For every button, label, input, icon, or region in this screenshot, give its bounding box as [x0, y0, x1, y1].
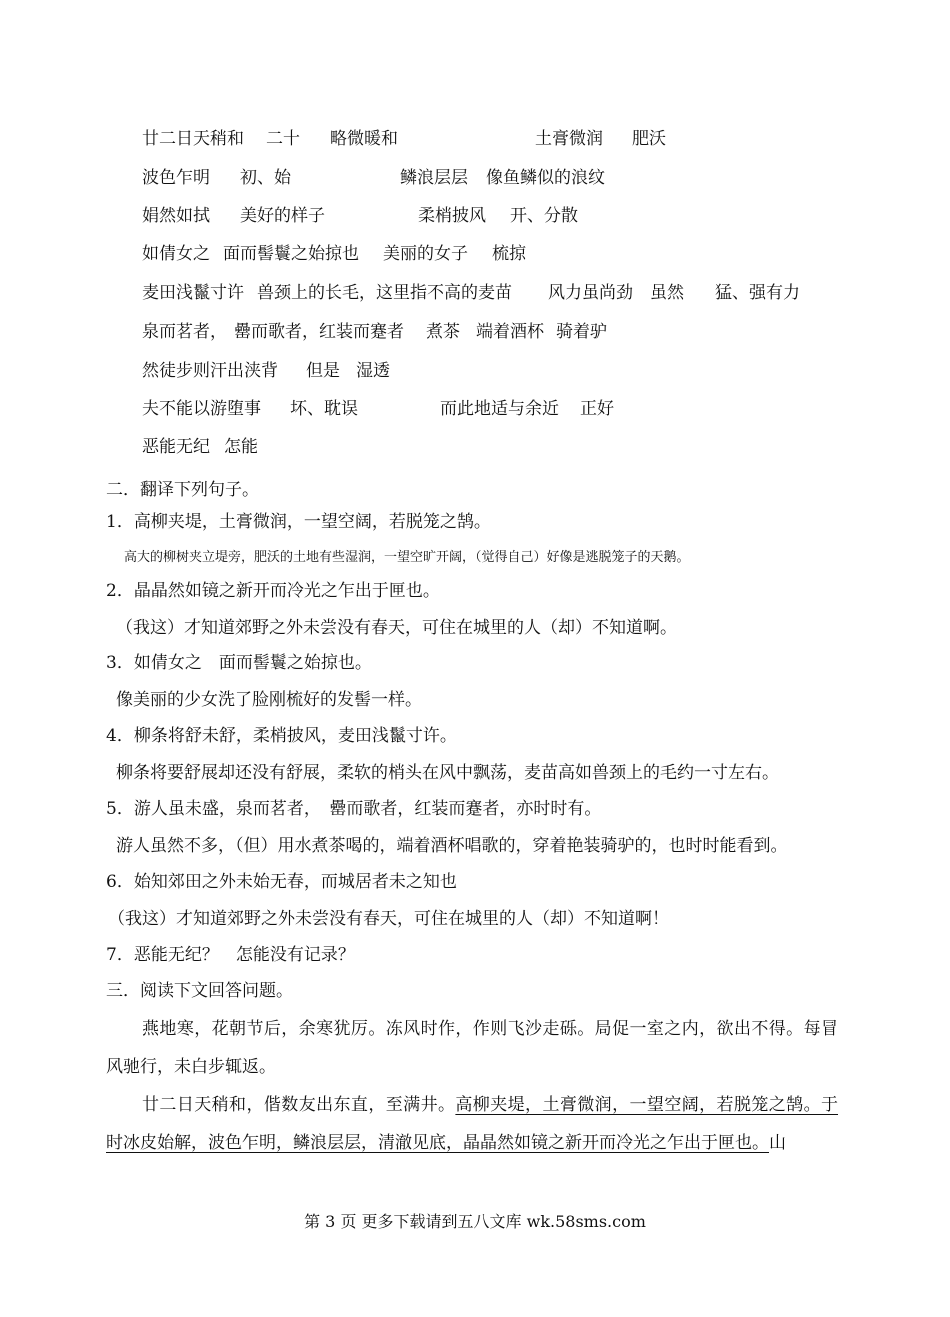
gloss-term: 廿二日天稍和 [142, 129, 244, 149]
question-text: 1．高柳夹堤，土膏微润，一望空阔，若脱笼之鹄。 [106, 512, 491, 532]
gloss-meaning: 骑着驴 [556, 322, 607, 342]
gloss-meaning: 美好的样子 [240, 206, 325, 226]
answer-text: 高大的柳树夹立堤旁，肥沃的土地有些湿润，一望空旷开阔，（觉得自己）好像是逃脱笼子的天鹅。 [124, 550, 690, 565]
gloss-meaning: 美丽的女子 [383, 244, 468, 264]
gloss-meaning: 湿透 [356, 361, 390, 381]
answer-text: （我这）才知道郊野之外未尝没有春天，可住在城里的人（却）不知道啊！ [108, 909, 669, 929]
section-heading: 三．阅读下文回答问题。 [106, 981, 293, 1001]
gloss-meaning: 梳掠 [492, 244, 526, 264]
question-text: 2．晶晶然如镜之新开而冷光之乍出于匣也。 [106, 581, 440, 601]
gloss-term: 风力虽尚劲 [548, 283, 633, 303]
answer-text: 游人虽然不多，（但）用水煮茶喝的，端着酒杯唱歌的，穿着艳装骑驴的，也时时能看到。 [116, 836, 788, 856]
gloss-meaning: 但是 [306, 361, 340, 381]
paragraph-text: 廿二日天稍和，偕数友出东直，至满井。 [142, 1095, 456, 1115]
section-heading: 二．翻译下列句子。 [106, 480, 259, 500]
gloss-meaning: 肥沃 [632, 129, 666, 149]
answer-text: 像美丽的少女洗了脸刚梳好的发髻一样。 [116, 690, 422, 710]
page-footer: 第 3 页 更多下载请到五八文库 wk.58sms.com [304, 1212, 646, 1231]
answer-text: （我这）才知道郊野之外未尝没有春天，可住在城里的人（却）不知道啊。 [116, 618, 677, 638]
gloss-term: 麦田浅鬣寸许 [142, 283, 244, 303]
gloss-meaning: 虽然 [650, 283, 684, 303]
underlined-passage: 高柳夹堤，土膏微润，一望空阔，若脱笼之鹄。于时冰皮始解，波色乍明，鳞浪层层，清澈见底，晶晶然如镜之新开而冷光之乍出于匣也。 [106, 1095, 839, 1153]
question-text: 3．如倩女之 面而髻鬟之始掠也。 [106, 653, 372, 673]
gloss-term: 土膏微润 [535, 129, 603, 149]
question-text: 7．恶能无纪？ 怎能没有记录？ [106, 945, 355, 965]
gloss-meaning: 开、分散 [510, 206, 578, 226]
gloss-meaning: 坏、耽误 [290, 399, 358, 419]
gloss-meaning: 略微暖和 [330, 129, 398, 149]
gloss-term: 罍而歌者，红装而蹇者 [234, 322, 404, 342]
gloss-meaning: 兽颈上的长毛，这里指不高的麦苗 [257, 283, 512, 303]
gloss-term: 恶能无纪 [142, 437, 210, 457]
gloss-term: 波色乍明 [142, 168, 210, 188]
gloss-term: 鳞浪层层 [400, 168, 468, 188]
gloss-meaning: 煮茶 [426, 322, 460, 342]
reading-paragraph-1: 燕地寒，花朝节后，余寒犹厉。冻风时作，作则飞沙走砾。局促一室之内，欲出不得。每冒风驰行，未白步辄返。 [106, 1019, 838, 1077]
gloss-term: 夫不能以游堕事 [142, 399, 261, 419]
gloss-meaning: 正好 [580, 399, 614, 419]
question-text: 6．始知郊田之外未始无春，而城居者未之知也 [106, 872, 457, 892]
gloss-term: 如倩女之 [142, 244, 210, 264]
gloss-meaning: 猛、强有力 [715, 283, 800, 303]
gloss-meaning: 像鱼鳞似的浪纹 [486, 168, 605, 188]
gloss-meaning: 怎能 [224, 437, 258, 457]
answer-text: 柳条将要舒展却还没有舒展，柔软的梢头在风中飘荡，麦苗高如兽颈上的毛约一寸左右。 [116, 763, 779, 783]
gloss-meaning: 初、始 [240, 168, 291, 188]
gloss-term: 然徒步则汗出浃背 [142, 361, 278, 381]
question-text: 5．游人虽未盛，泉而茗者， 罍而歌者，红装而蹇者，亦时时有。 [106, 799, 602, 819]
question-text: 4．柳条将舒未舒，柔梢披风，麦田浅鬣寸许。 [106, 726, 457, 746]
gloss-term: 面而髻鬟之始掠也 [223, 244, 359, 264]
gloss-term: 柔梢披风 [418, 206, 486, 226]
gloss-meaning: 端着酒杯 [476, 322, 544, 342]
gloss-meaning: 二十 [266, 129, 300, 149]
paragraph-text: 山 [769, 1133, 786, 1153]
gloss-term: 泉而茗者， [142, 322, 227, 342]
gloss-term: 娟然如拭 [142, 206, 210, 226]
reading-paragraph-2 [106, 1086, 838, 1162]
gloss-term: 而此地适与余近 [440, 399, 559, 419]
